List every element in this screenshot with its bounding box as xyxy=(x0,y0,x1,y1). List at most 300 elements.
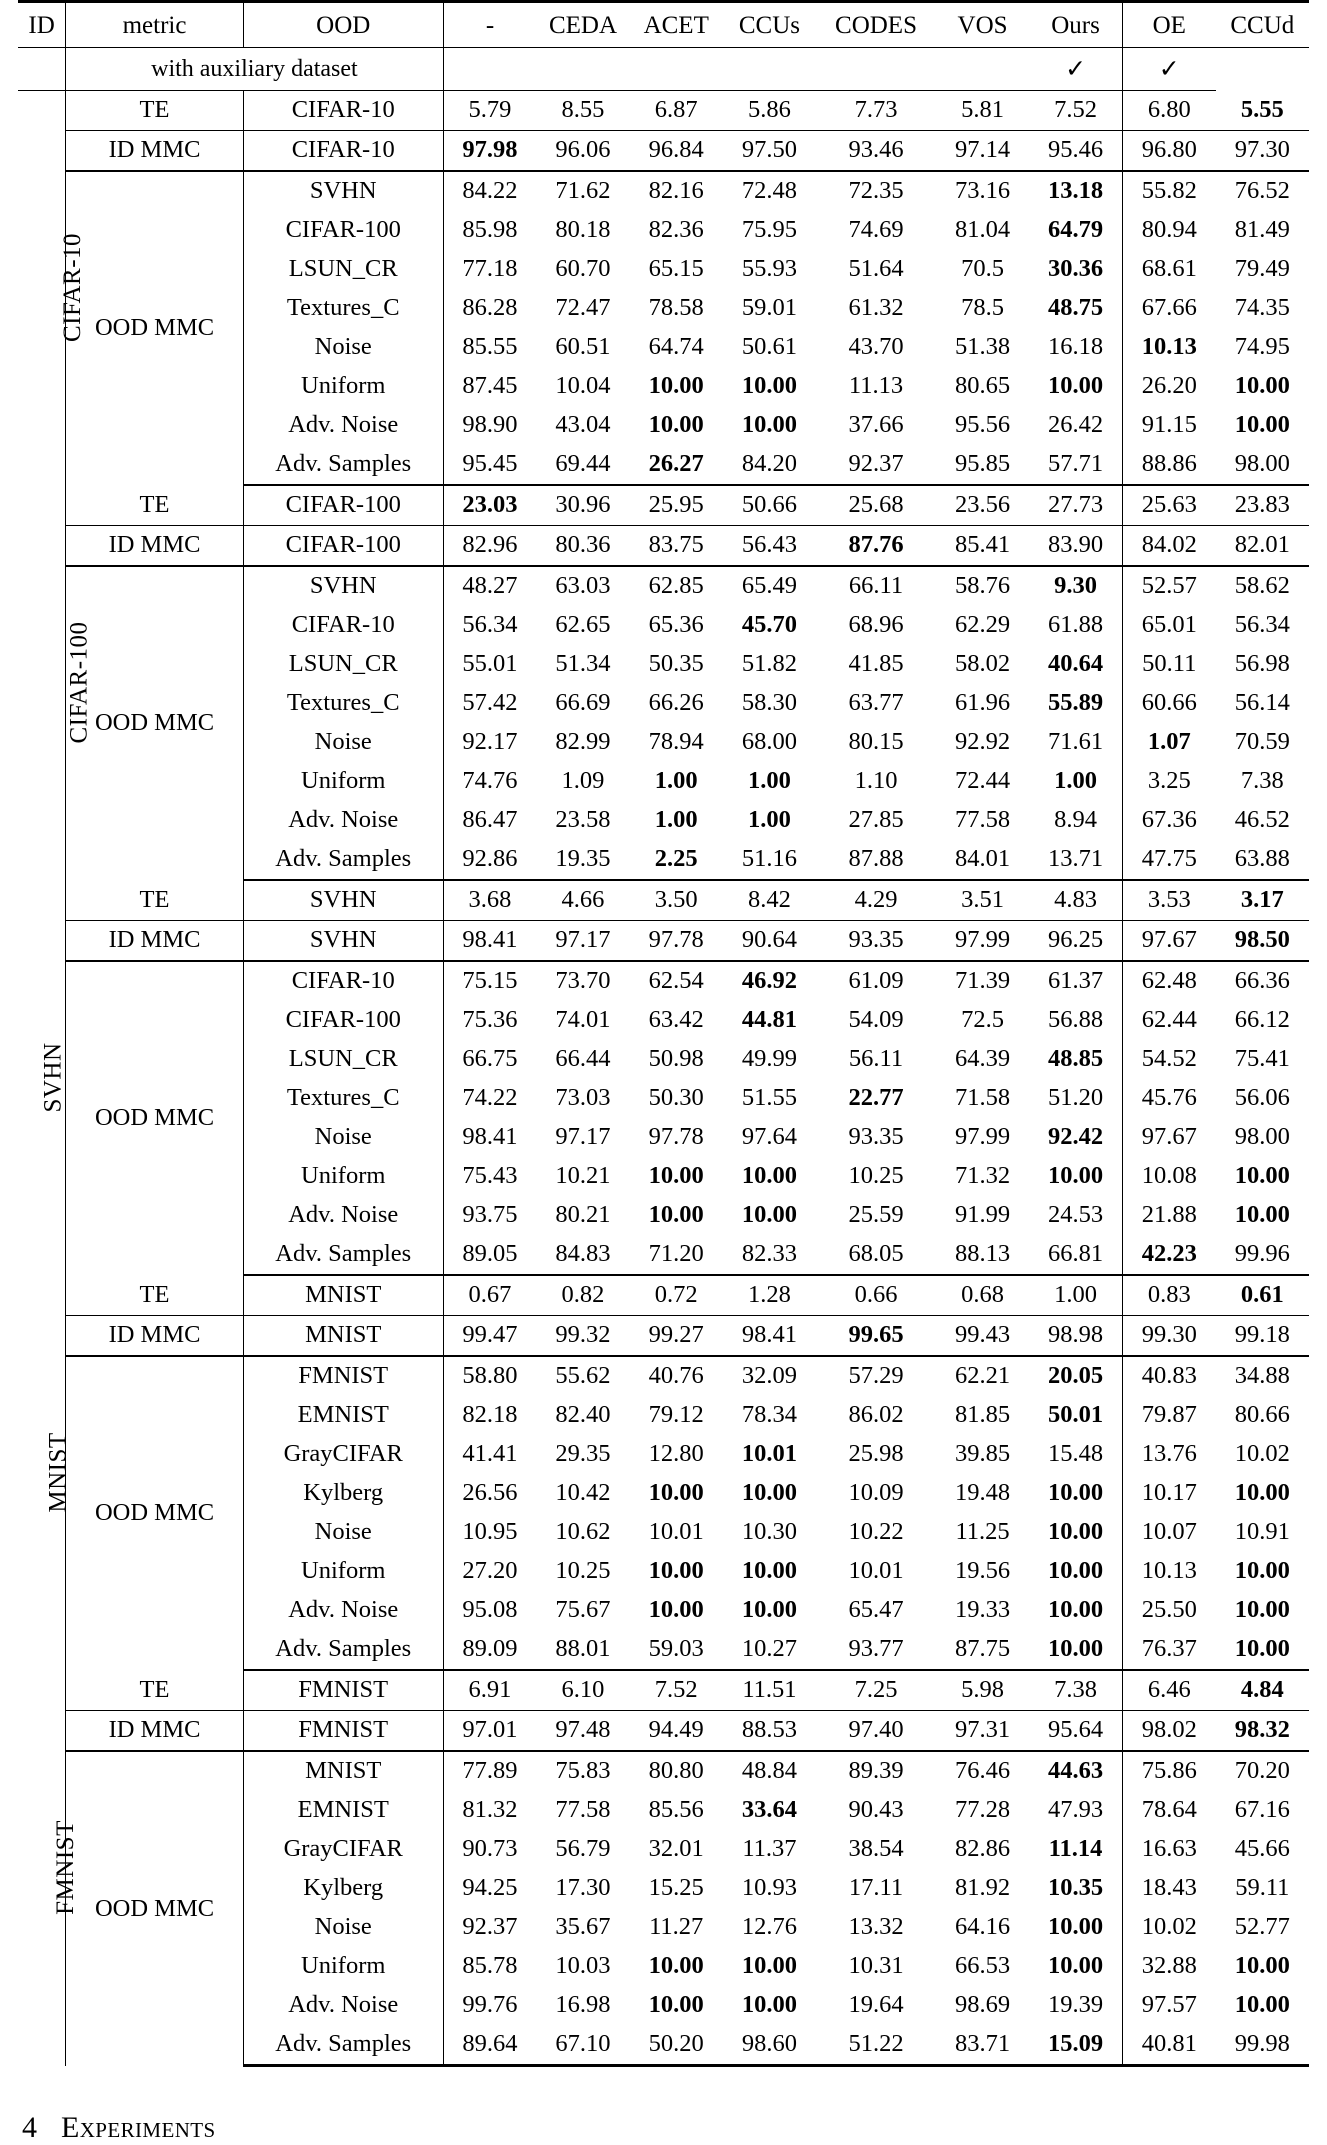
data-cell: 66.53 xyxy=(954,1952,1011,1980)
data-cell: 10.00 xyxy=(648,1991,704,2019)
data-cell: 76.37 xyxy=(1122,1630,1215,1670)
data-cell: 72.35 xyxy=(848,177,904,205)
data-cell: 99.65 xyxy=(816,1316,936,1357)
data-cell: 61.09 xyxy=(848,967,904,995)
data-cell: 24.53 xyxy=(1047,1201,1104,1229)
data-cell: 98.98 xyxy=(1029,1316,1122,1357)
ood-dataset-label: Adv. Noise xyxy=(243,1196,443,1235)
data-cell: 73.16 xyxy=(954,177,1011,205)
aux-checkmark-icon: ✓ xyxy=(1029,48,1122,91)
data-cell: 84.22 xyxy=(443,171,536,211)
data-cell: 99.47 xyxy=(443,1316,536,1357)
data-cell: 5.98 xyxy=(936,1670,1029,1711)
data-cell: 93.35 xyxy=(848,1123,904,1151)
data-cell: 82.33 xyxy=(723,1235,816,1275)
ood-dataset-label: CIFAR-10 xyxy=(243,131,443,172)
data-cell: 1.00 xyxy=(748,767,791,795)
row-group-id-label: CIFAR-10 xyxy=(59,233,87,343)
data-cell: 99.98 xyxy=(1216,2025,1309,2066)
data-cell: 63.03 xyxy=(555,572,611,600)
data-cell: 68.00 xyxy=(741,728,797,756)
data-cell: 80.18 xyxy=(555,216,611,244)
data-cell: 75.83 xyxy=(555,1757,611,1785)
data-cell: 62.29 xyxy=(954,611,1011,639)
data-cell: 97.14 xyxy=(936,131,1029,172)
data-cell: 10.00 xyxy=(648,411,704,439)
data-cell: 66.36 xyxy=(1234,967,1290,995)
data-cell: 10.00 xyxy=(1234,1557,1290,1585)
data-cell: 0.72 xyxy=(630,1275,723,1316)
data-cell: 97.50 xyxy=(723,131,816,172)
data-cell: 10.00 xyxy=(1047,1479,1104,1507)
data-cell: 66.12 xyxy=(1234,1006,1290,1034)
data-cell: 60.51 xyxy=(555,333,611,361)
data-cell: 45.76 xyxy=(1122,1079,1215,1118)
row-group-id-cifar-100 xyxy=(18,485,93,880)
data-cell: 19.35 xyxy=(536,840,629,880)
data-cell: 64.79 xyxy=(1047,216,1104,244)
data-cell: 50.98 xyxy=(648,1045,704,1073)
data-cell: 44.81 xyxy=(741,1006,797,1034)
data-cell: 3.68 xyxy=(443,880,536,921)
data-cell: 10.00 xyxy=(648,1201,704,1229)
column-header-ccus: CCUs xyxy=(723,2,816,48)
data-cell: 11.25 xyxy=(955,1518,1010,1546)
row-group-id-fmnist xyxy=(18,1670,79,2066)
data-cell: 1.00 xyxy=(748,806,791,834)
ood-dataset-label: SVHN xyxy=(243,921,443,962)
data-cell: 97.78 xyxy=(630,921,723,962)
data-cell: 13.76 xyxy=(1122,1435,1215,1474)
data-cell: 6.46 xyxy=(1122,1670,1215,1711)
ood-dataset-label: SVHN xyxy=(243,566,443,606)
column-header-: - xyxy=(443,2,536,48)
data-cell: 97.64 xyxy=(741,1123,797,1151)
data-cell: 82.99 xyxy=(555,728,611,756)
data-cell: 89.64 xyxy=(443,2025,536,2066)
data-cell: 17.11 xyxy=(848,1874,904,1902)
ood-dataset-label: Adv. Samples xyxy=(243,445,443,485)
data-cell: 98.69 xyxy=(954,1991,1011,2019)
ood-dataset-label: Noise xyxy=(243,1513,443,1552)
data-cell: 71.61 xyxy=(1047,728,1104,756)
data-cell: 58.02 xyxy=(954,650,1011,678)
data-cell: 92.37 xyxy=(443,1908,536,1947)
ood-dataset-label: SVHN xyxy=(243,880,443,921)
metric-label: TE xyxy=(66,1275,244,1316)
data-cell: 30.36 xyxy=(1047,255,1104,283)
data-cell: 88.53 xyxy=(723,1711,816,1752)
data-cell: 22.77 xyxy=(848,1084,904,1112)
data-cell: 68.61 xyxy=(1122,250,1215,289)
data-cell: 19.64 xyxy=(848,1991,904,2019)
data-cell: 25.63 xyxy=(1122,485,1215,526)
data-cell: 71.32 xyxy=(954,1162,1011,1190)
data-cell: 27.85 xyxy=(848,806,904,834)
data-cell: 50.35 xyxy=(648,650,704,678)
data-cell: 10.02 xyxy=(1234,1440,1290,1468)
aux-empty-cell xyxy=(723,48,816,91)
data-cell: 97.67 xyxy=(1122,921,1215,962)
data-cell: 8.55 xyxy=(536,91,629,131)
data-cell: 62.44 xyxy=(1122,1001,1215,1040)
data-cell: 80.36 xyxy=(536,526,629,567)
data-cell: 51.64 xyxy=(848,255,904,283)
data-cell: 21.88 xyxy=(1122,1196,1215,1235)
data-cell: 86.02 xyxy=(848,1401,904,1429)
data-cell: 85.55 xyxy=(443,328,536,367)
data-cell: 72.5 xyxy=(961,1006,1004,1034)
data-cell: 66.75 xyxy=(443,1040,536,1079)
metric-label-ood-mmc: OOD MMC xyxy=(66,1751,244,2066)
data-cell: 1.28 xyxy=(723,1275,816,1316)
data-cell: 88.86 xyxy=(1122,445,1215,485)
data-cell: 19.56 xyxy=(954,1557,1011,1585)
column-header-ceda: CEDA xyxy=(536,2,629,48)
data-cell: 0.83 xyxy=(1122,1275,1215,1316)
data-cell: 54.52 xyxy=(1122,1040,1215,1079)
data-cell: 63.42 xyxy=(648,1006,704,1034)
data-cell: 94.25 xyxy=(443,1869,536,1908)
data-cell: 78.34 xyxy=(741,1401,797,1429)
data-cell: 10.00 xyxy=(1216,1630,1309,1670)
ood-dataset-label: Adv. Samples xyxy=(243,1630,443,1670)
data-cell: 5.81 xyxy=(936,91,1029,131)
ood-dataset-label: CIFAR-10 xyxy=(243,91,443,131)
data-cell: 99.27 xyxy=(630,1316,723,1357)
data-cell: 97.98 xyxy=(443,131,536,172)
table-row xyxy=(18,1356,1309,1396)
metric-label-ood-mmc: OOD MMC xyxy=(66,566,244,880)
data-cell: 87.75 xyxy=(936,1630,1029,1670)
data-cell: 52.57 xyxy=(1122,566,1215,606)
data-cell: 84.83 xyxy=(536,1235,629,1275)
data-cell: 10.95 xyxy=(443,1513,536,1552)
table-row xyxy=(18,1316,1309,1357)
data-cell: 10.00 xyxy=(741,1557,797,1585)
data-cell: 55.89 xyxy=(1047,689,1104,717)
data-cell: 57.71 xyxy=(1029,445,1122,485)
data-cell: 82.36 xyxy=(648,216,704,244)
data-cell: 10.00 xyxy=(1047,1596,1104,1624)
data-cell: 79.49 xyxy=(1234,255,1290,283)
data-cell: 10.01 xyxy=(648,1518,704,1546)
data-cell: 99.32 xyxy=(536,1316,629,1357)
data-cell: 82.86 xyxy=(954,1835,1011,1863)
data-cell: 56.11 xyxy=(848,1045,904,1073)
aux-dataset-label: with auxiliary dataset xyxy=(66,48,443,91)
table-row xyxy=(18,961,1309,1001)
data-cell: 70.59 xyxy=(1234,728,1290,756)
data-cell: 10.00 xyxy=(1234,1596,1290,1624)
ood-dataset-label: LSUN_CR xyxy=(243,250,443,289)
table-row xyxy=(18,1711,1309,1752)
results-table xyxy=(18,0,1309,2067)
data-cell: 27.73 xyxy=(1029,485,1122,526)
data-cell: 50.20 xyxy=(630,2025,723,2066)
ood-dataset-label: CIFAR-100 xyxy=(243,485,443,526)
data-cell: 10.00 xyxy=(1047,1162,1104,1190)
data-cell: 97.99 xyxy=(954,1123,1011,1151)
data-cell: 10.00 xyxy=(648,1479,704,1507)
table-row xyxy=(18,91,1309,131)
data-cell: 97.30 xyxy=(1216,131,1309,172)
data-cell: 23.03 xyxy=(443,485,536,526)
data-cell: 75.86 xyxy=(1122,1751,1215,1791)
aux-empty-cell xyxy=(816,48,936,91)
data-cell: 85.41 xyxy=(936,526,1029,567)
data-cell: 48.75 xyxy=(1047,294,1104,322)
data-cell: 98.00 xyxy=(1216,445,1309,485)
ood-dataset-label: CIFAR-10 xyxy=(243,961,443,1001)
ood-dataset-label: CIFAR-100 xyxy=(243,1001,443,1040)
data-cell: 98.50 xyxy=(1216,921,1309,962)
data-cell: 99.18 xyxy=(1216,1316,1309,1357)
data-cell: 91.99 xyxy=(954,1201,1011,1229)
data-cell: 19.39 xyxy=(1047,1991,1104,2019)
data-cell: 81.49 xyxy=(1234,216,1290,244)
data-cell: 16.18 xyxy=(1047,333,1104,361)
data-cell: 61.88 xyxy=(1047,611,1104,639)
data-cell: 56.14 xyxy=(1234,689,1290,717)
data-cell: 75.36 xyxy=(443,1001,536,1040)
table-header-row xyxy=(18,2,1309,48)
data-cell: 97.17 xyxy=(555,1123,611,1151)
data-cell: 26.20 xyxy=(1122,367,1215,406)
data-cell: 95.46 xyxy=(1029,131,1122,172)
data-cell: 77.58 xyxy=(954,806,1011,834)
data-cell: 33.64 xyxy=(741,1796,797,1824)
data-cell: 82.18 xyxy=(443,1396,536,1435)
ood-dataset-label: Uniform xyxy=(243,1947,443,1986)
data-cell: 93.75 xyxy=(443,1196,536,1235)
data-cell: 81.32 xyxy=(443,1791,536,1830)
data-cell: 2.25 xyxy=(630,840,723,880)
data-cell: 72.44 xyxy=(954,767,1011,795)
row-group-id-svhn xyxy=(18,880,66,1275)
data-cell: 60.70 xyxy=(555,255,611,283)
data-cell: 80.94 xyxy=(1122,211,1215,250)
data-cell: 42.23 xyxy=(1122,1235,1215,1275)
data-cell: 16.98 xyxy=(555,1991,611,2019)
data-cell: 81.04 xyxy=(954,216,1011,244)
data-cell: 62.85 xyxy=(648,572,704,600)
data-cell: 85.98 xyxy=(443,211,536,250)
data-cell: 46.52 xyxy=(1234,806,1290,834)
data-cell: 97.67 xyxy=(1122,1118,1215,1157)
data-cell: 50.01 xyxy=(1047,1401,1104,1429)
data-cell: 98.41 xyxy=(443,1118,536,1157)
data-cell: 97.31 xyxy=(936,1711,1029,1752)
data-cell: 97.01 xyxy=(443,1711,536,1752)
data-cell: 27.20 xyxy=(443,1552,536,1591)
data-cell: 17.30 xyxy=(555,1874,611,1902)
data-cell: 74.35 xyxy=(1234,294,1290,322)
metric-label: ID MMC xyxy=(66,526,244,567)
data-cell: 51.22 xyxy=(816,2025,936,2066)
data-cell: 98.41 xyxy=(443,921,536,962)
data-cell: 59.11 xyxy=(1235,1874,1290,1902)
data-cell: 98.02 xyxy=(1122,1711,1215,1752)
data-cell: 56.34 xyxy=(443,606,536,645)
data-cell: 10.35 xyxy=(1047,1874,1104,1902)
row-group-id-mnist xyxy=(18,1275,72,1670)
data-cell: 76.52 xyxy=(1234,177,1290,205)
data-cell: 46.92 xyxy=(741,967,797,995)
data-cell: 62.21 xyxy=(954,1362,1011,1390)
data-cell: 93.46 xyxy=(816,131,936,172)
data-cell: 10.00 xyxy=(1234,1952,1290,1980)
data-cell: 97.48 xyxy=(536,1711,629,1752)
data-cell: 89.39 xyxy=(848,1757,904,1785)
data-cell: 13.71 xyxy=(1029,840,1122,880)
data-cell: 11.51 xyxy=(723,1670,816,1711)
data-cell: 64.74 xyxy=(648,333,704,361)
column-header-ood: OOD xyxy=(243,2,443,48)
data-cell: 92.86 xyxy=(443,840,536,880)
data-cell: 10.00 xyxy=(741,1201,797,1229)
data-cell: 67.36 xyxy=(1122,801,1215,840)
data-cell: 61.96 xyxy=(954,689,1011,717)
data-cell: 10.02 xyxy=(1122,1908,1215,1947)
ood-dataset-label: CIFAR-100 xyxy=(243,211,443,250)
ood-dataset-label: Adv. Noise xyxy=(243,801,443,840)
data-cell: 59.01 xyxy=(741,294,797,322)
ood-dataset-label: Textures_C xyxy=(243,1079,443,1118)
ood-dataset-label: SVHN xyxy=(243,171,443,211)
data-cell: 83.71 xyxy=(936,2025,1029,2066)
ood-dataset-label: LSUN_CR xyxy=(243,1040,443,1079)
data-cell: 70.20 xyxy=(1234,1757,1290,1785)
data-cell: 54.09 xyxy=(848,1006,904,1034)
data-cell: 11.37 xyxy=(742,1835,797,1863)
data-cell: 95.64 xyxy=(1029,1711,1122,1752)
metric-label: ID MMC xyxy=(66,921,244,962)
data-cell: 99.30 xyxy=(1122,1316,1215,1357)
data-cell: 97.57 xyxy=(1122,1986,1215,2025)
data-cell: 78.94 xyxy=(648,728,704,756)
data-cell: 84.20 xyxy=(723,445,816,485)
data-cell: 3.50 xyxy=(630,880,723,921)
data-cell: 40.76 xyxy=(648,1362,704,1390)
data-cell: 99.96 xyxy=(1216,1235,1309,1275)
ood-dataset-label: Adv. Noise xyxy=(243,1591,443,1630)
data-cell: 1.10 xyxy=(854,767,898,795)
section-number: 4 xyxy=(22,2111,37,2144)
ood-dataset-label: Uniform xyxy=(243,762,443,801)
data-cell: 82.16 xyxy=(648,177,704,205)
data-cell: 75.95 xyxy=(741,216,797,244)
data-cell: 10.21 xyxy=(555,1162,611,1190)
data-cell: 10.13 xyxy=(1122,1552,1215,1591)
data-cell: 10.00 xyxy=(1047,1952,1104,1980)
data-cell: 8.94 xyxy=(1054,806,1097,834)
data-cell: 34.88 xyxy=(1234,1362,1290,1390)
data-cell: 67.16 xyxy=(1234,1796,1290,1824)
data-cell: 5.55 xyxy=(1216,91,1309,131)
data-cell: 26.27 xyxy=(630,445,723,485)
ood-dataset-label: GrayCIFAR xyxy=(243,1830,443,1869)
data-cell: 92.42 xyxy=(1047,1123,1104,1151)
data-cell: 59.03 xyxy=(630,1630,723,1670)
data-cell: 18.43 xyxy=(1122,1869,1215,1908)
data-cell: 41.85 xyxy=(848,650,904,678)
row-group-id-label: CIFAR-100 xyxy=(65,621,93,744)
data-cell: 70.5 xyxy=(961,255,1004,283)
metric-label: ID MMC xyxy=(66,131,244,172)
data-cell: 32.01 xyxy=(648,1835,704,1863)
data-cell: 56.34 xyxy=(1234,611,1290,639)
data-cell: 10.00 xyxy=(648,1596,704,1624)
data-cell: 10.13 xyxy=(1122,328,1215,367)
data-cell: 1.07 xyxy=(1122,723,1215,762)
aux-empty-cell xyxy=(443,48,536,91)
data-cell: 10.00 xyxy=(741,1952,797,1980)
ood-dataset-label: Textures_C xyxy=(243,289,443,328)
table-row xyxy=(18,526,1309,567)
ood-dataset-label: MNIST xyxy=(243,1316,443,1357)
ood-dataset-label: Textures_C xyxy=(243,684,443,723)
data-cell: 68.05 xyxy=(816,1235,936,1275)
data-cell: 0.66 xyxy=(816,1275,936,1316)
data-cell: 1.00 xyxy=(654,767,698,795)
data-cell: 47.75 xyxy=(1122,840,1215,880)
data-cell: 82.40 xyxy=(555,1401,611,1429)
data-cell: 94.49 xyxy=(630,1711,723,1752)
data-cell: 4.29 xyxy=(816,880,936,921)
data-cell: 62.48 xyxy=(1122,961,1215,1001)
data-cell: 10.31 xyxy=(848,1952,904,1980)
table-row xyxy=(18,1751,1309,1791)
data-cell: 40.64 xyxy=(1047,650,1104,678)
data-cell: 6.87 xyxy=(630,91,723,131)
data-cell: 81.85 xyxy=(954,1401,1011,1429)
data-cell: 85.56 xyxy=(648,1796,704,1824)
data-cell: 66.11 xyxy=(848,572,904,600)
data-cell: 10.00 xyxy=(1047,372,1104,400)
data-cell: 10.01 xyxy=(848,1557,904,1585)
data-cell: 97.99 xyxy=(936,921,1029,962)
data-cell: 51.34 xyxy=(555,650,611,678)
data-cell: 56.79 xyxy=(555,1835,611,1863)
data-cell: 99.76 xyxy=(443,1986,536,2025)
data-cell: 0.82 xyxy=(536,1275,629,1316)
column-header-codes: CODES xyxy=(816,2,936,48)
data-cell: 7.25 xyxy=(816,1670,936,1711)
data-cell: 71.62 xyxy=(555,177,611,205)
column-header-ours: Ours xyxy=(1029,2,1122,48)
data-cell: 95.08 xyxy=(443,1591,536,1630)
ood-dataset-label: Uniform xyxy=(243,367,443,406)
ood-dataset-label: Adv. Noise xyxy=(243,406,443,445)
metric-label: TE xyxy=(66,880,244,921)
data-cell: 10.00 xyxy=(1234,1991,1290,2019)
data-cell: 67.10 xyxy=(536,2025,629,2066)
data-cell: 98.90 xyxy=(443,406,536,445)
data-cell: 51.38 xyxy=(954,333,1011,361)
data-cell: 95.45 xyxy=(443,445,536,485)
section-title: Experiments xyxy=(61,2111,216,2144)
data-cell: 78.5 xyxy=(961,294,1004,322)
data-cell: 4.66 xyxy=(536,880,629,921)
data-cell: 81.92 xyxy=(954,1874,1011,1902)
data-cell: 77.28 xyxy=(954,1796,1011,1824)
data-cell: 9.30 xyxy=(1054,572,1097,600)
column-header-acet: ACET xyxy=(630,2,723,48)
ood-dataset-label: Noise xyxy=(243,1908,443,1947)
data-cell: 93.35 xyxy=(816,921,936,962)
data-cell: 65.47 xyxy=(848,1596,904,1624)
